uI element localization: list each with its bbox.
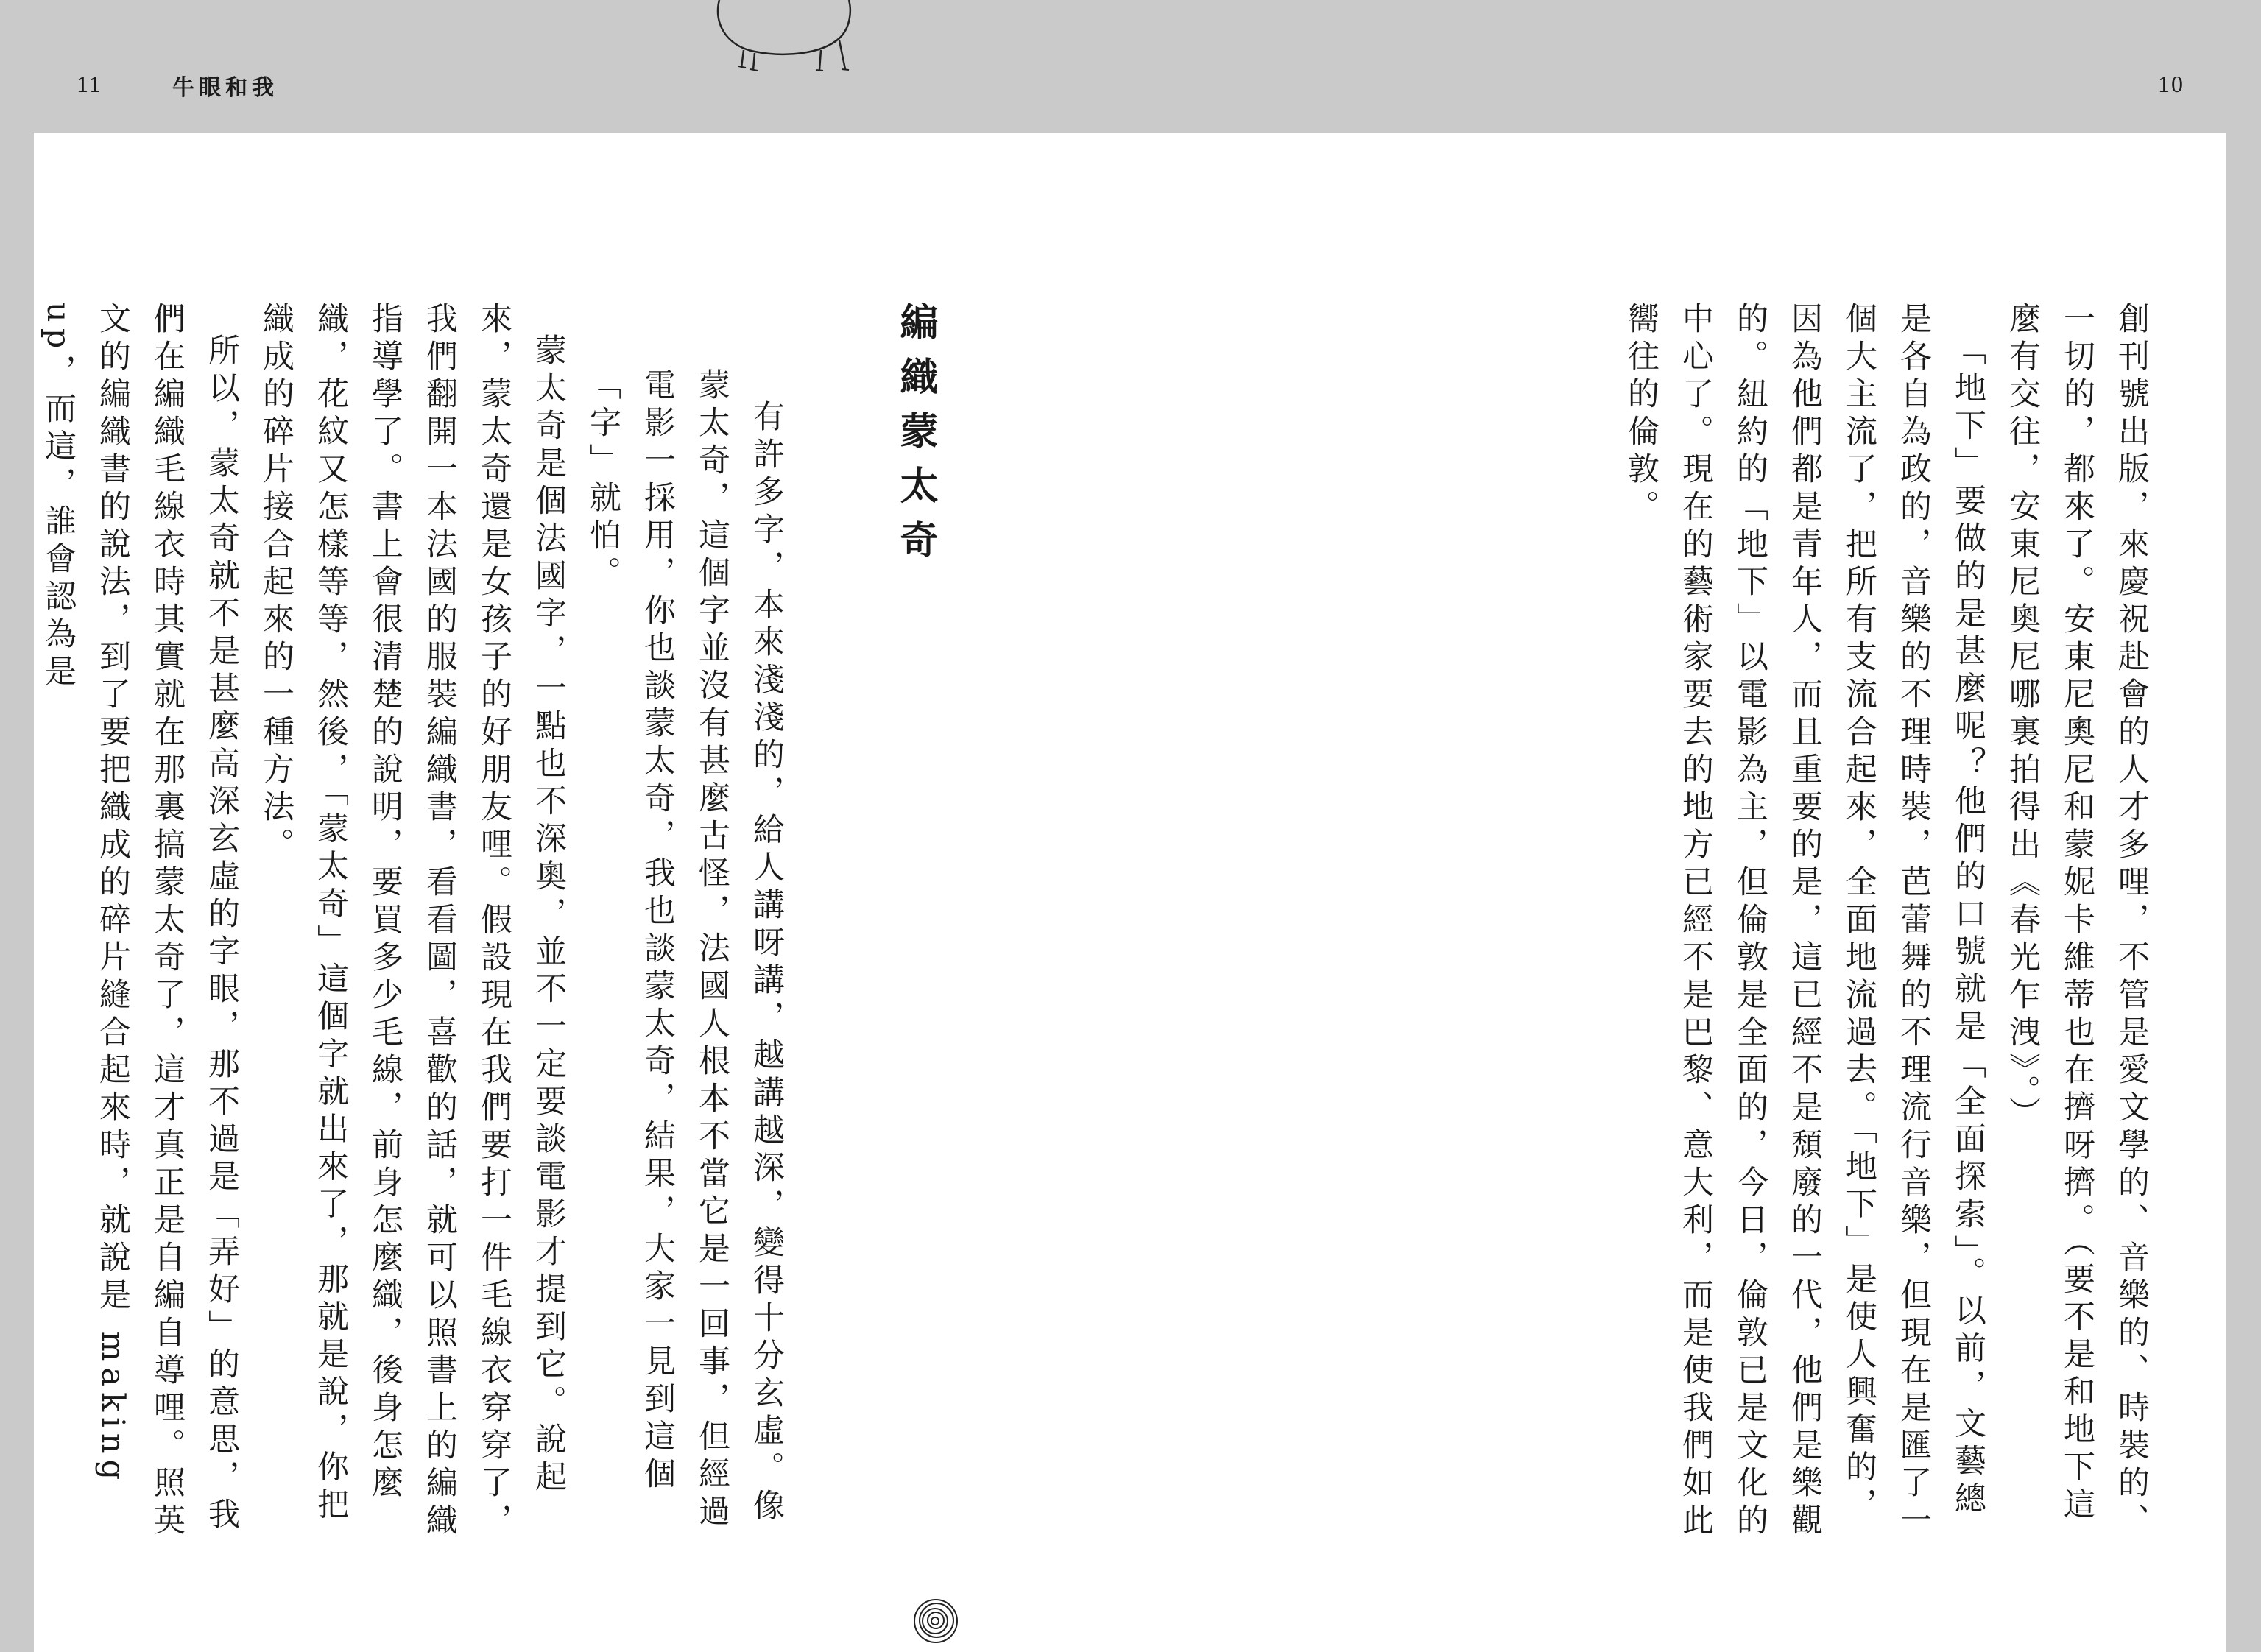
left-paragraph-3: 所以，蒙太奇就不是甚麼高深玄虛的字眼，那不過是「弄好」的意思，我們在編織毛線衣時其實就在那裏搞蒙太奇了，這才真正是自編自導哩。照英文的編織書的說法，到了要把織成的碎片縫合起來時，就說是 making up，而這，誰會認為是 bbox=[40, 302, 240, 1541]
book-spread bbox=[34, 133, 2226, 1652]
right-paragraph-1: 創刊號出版，來慶祝赴會的人才多哩，不管是愛文學的、音樂的、時裝的、一切的，都來了。安東尼奧尼和蒙妮卡維蒂也在擠呀擠。（要不是和地下這麼有交往，安東尼奧尼哪裏拍得出《春光乍洩》。） bbox=[2004, 302, 2150, 1541]
left-page-text bbox=[40, 302, 794, 1546]
spiral-ornament-icon bbox=[912, 1598, 959, 1645]
page-number-left: 11 bbox=[77, 71, 102, 97]
left-paragraph-2: 蒙太奇是個法國字，一點也不深奧，並不一定要談電影才提到它。說起來，蒙太奇還是女孩子的好朋友哩。假設現在我們要打一件毛線衣穿穿了，我們翻開一本法國的服裝編織書，看看圖，喜歡的話，就可以照書上的編織指導學了。書上會很清楚的說明，要買多少毛線，前身怎麼織，後身怎麼織，花紋又怎樣等等，然後，「蒙太奇」這個字就出來了，那就是說，你把織成的碎片接合起來的一種方法。 bbox=[258, 302, 567, 1541]
right-paragraph-2: 「地下」要做的是甚麼呢？他們的口號就是「全面探索」。以前，文藝總是各自為政的，音樂的不理時裝，芭蕾舞的不理流行音樂，但現在是匯了一個大主流了，把所有支流合起來，全面地流過去。「地下」是使人興奮的，因為他們都是青年人，而且重要的是，這已經不是頹廢的一代，他們是樂觀的。紐約的「地下」以電影為主，但倫敦是全面的，今日，倫敦已是文化的中心了。現在的藝術家要去的地方已經不是巴黎、意大利，而是使我們如此嚮往的倫敦。 bbox=[1623, 302, 1986, 1541]
section-title: 編織蒙太奇 bbox=[893, 302, 937, 574]
page-number-right: 10 bbox=[2158, 71, 2184, 97]
left-paragraph-1: 有許多字，本來淺淺的，給人講呀講，越講越深，變得十分玄虛。像蒙太奇，這個字並沒有甚麼古怪，法國人根本不當它是一回事，但經過電影一採用，你也談蒙太奇，我也談蒙太奇，結果，大家一見到這個「字」就怕。 bbox=[585, 368, 785, 1532]
creature-doodle-icon bbox=[710, 0, 865, 81]
right-page-text bbox=[1623, 302, 2159, 1546]
book-title: 牛眼和我 bbox=[172, 75, 278, 101]
